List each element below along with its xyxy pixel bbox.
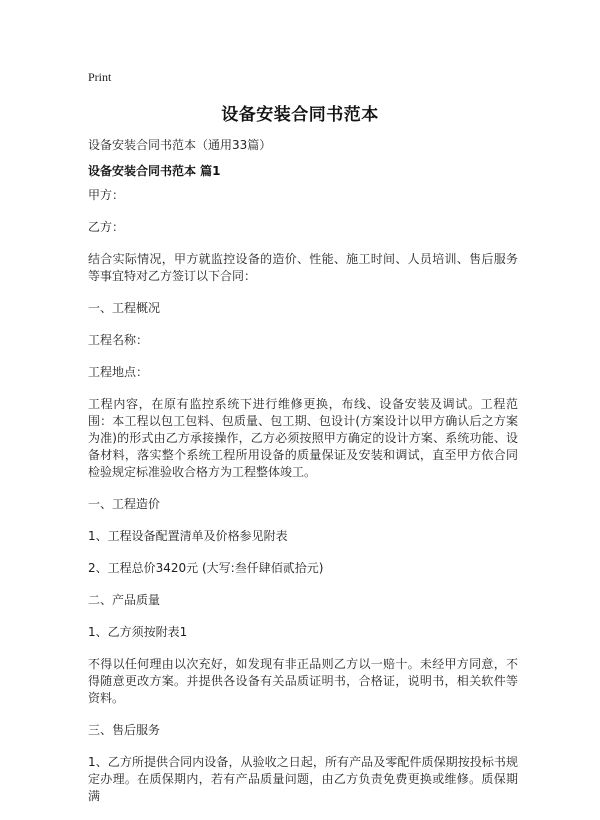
quality-item-1: 1、乙方须按附表1: [88, 625, 188, 639]
intro-paragraph: 结合实际情况，甲方就监控设备的造价、性能、施工时间、人员培训、售后服务等事宜特对乙方签订以下合同：: [88, 252, 518, 283]
document-title: 设备安装合同书范本: [221, 105, 379, 125]
cost-item-1: 1、工程设备配置清单及价格参见附表: [88, 529, 288, 543]
party-a-line: 甲方：: [88, 188, 125, 202]
document-subtitle: 设备安装合同书范本（通用33篇）: [88, 138, 272, 152]
quality-paragraph: 不得以任何理由以次充好，如发现有非正品则乙方以一赔十。未经甲方同意，不得随意更改方案。并提供各设备有关品质证明书，合格证，说明书，相关软件等资料。: [88, 657, 518, 705]
heading-project-cost: 一、工程造价: [88, 497, 161, 511]
after-sales-item-1: 1、乙方所提供合同内设备，从验收之日起，所有产品及零配件质保期按投标书规定办理。在质保期内，若有产品质量问题，由乙方负责免费更换或维修。质保期满: [88, 755, 518, 803]
heading-after-sales: 三、售后服务: [88, 723, 161, 737]
section-title: 设备安装合同书范本 篇1: [88, 164, 221, 178]
heading-product-quality: 二、产品质量: [88, 593, 161, 607]
cost-item-2: 2、工程总价3420元 (大写:叁仟肆佰贰拾元): [88, 561, 324, 575]
project-content-paragraph: 工程内容，在原有监控系统下进行维修更换，布线、设备安装及调试。工程范围：本工程以包工包料、包质量、包工期、包设计(方案设计以甲方确认后之方案为准)的形式由乙方承接操作，乙方必须按照甲方确定的设计方案、系统功能、设备材料，落实整个系统工程所用设备的质量保证及安装和调试，直至甲方依合同检验规定标准验收合格方为工程整体竣工。: [88, 397, 518, 479]
document-body: [88, 187, 518, 820]
project-name-line: 工程名称：: [88, 333, 149, 347]
heading-project-overview: 一、工程概况: [88, 301, 161, 315]
party-b-line: 乙方：: [88, 220, 125, 234]
project-location-line: 工程地点：: [88, 365, 149, 379]
print-label: Print: [88, 70, 112, 84]
